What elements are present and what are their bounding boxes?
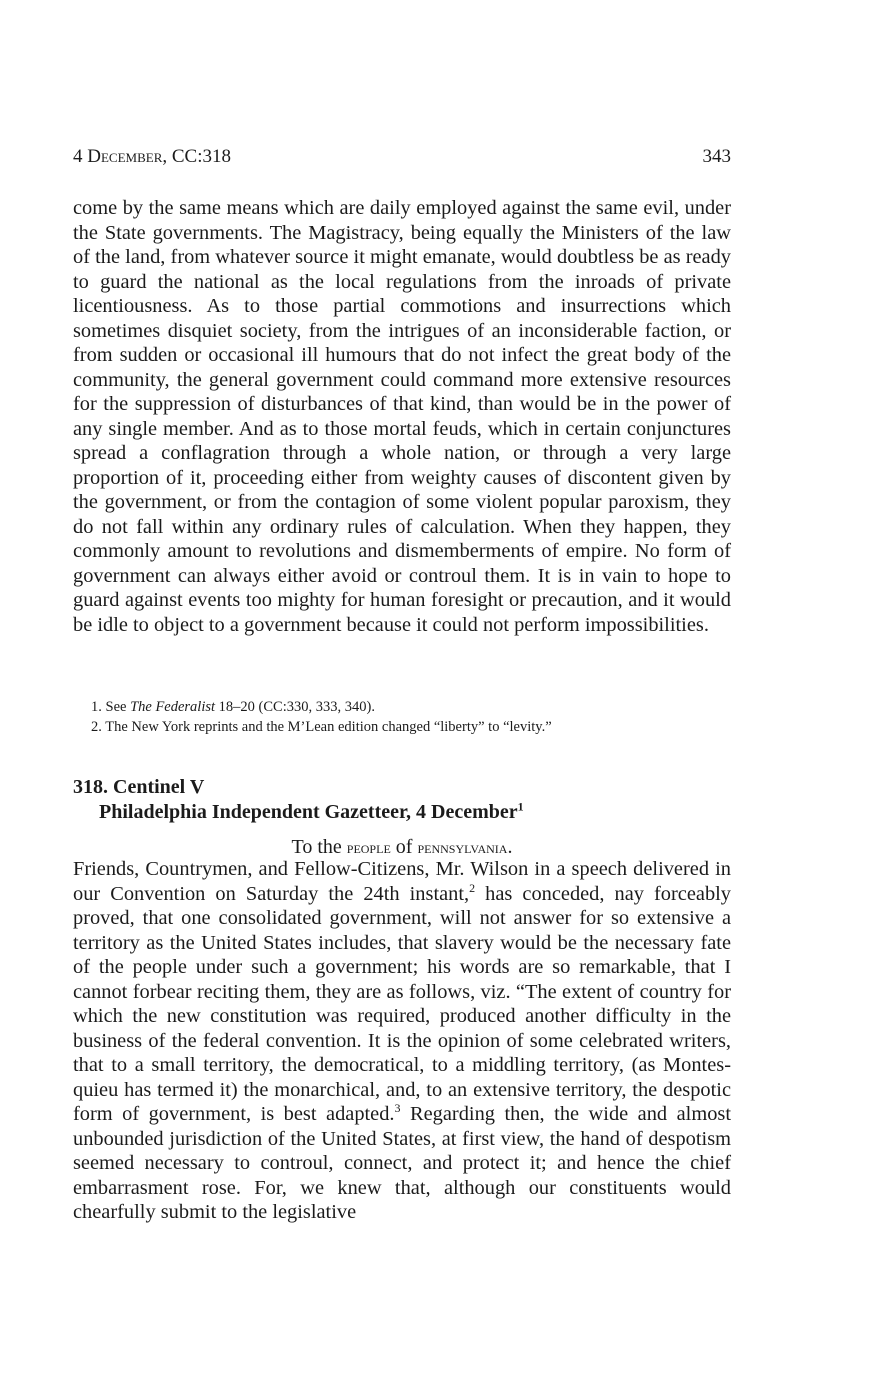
note-ref-3: 3 <box>394 1101 401 1116</box>
running-head-date: 4 <box>73 146 88 167</box>
footnotes <box>91 697 731 737</box>
document-source-text: Philadelphia Independent Gazetteer, 4 December <box>99 801 518 823</box>
running-head <box>73 146 231 168</box>
footnote-1 <box>91 697 731 717</box>
page-header <box>73 146 731 172</box>
paragraph-part-2: has conceded, nay forceably proved, that one consolidated government, will not answer for so extensive a territory as the United States includes, that slavery would be the necessary fate of the people under such a government; his words are so remarkable, that I cannot forbear reciting them, they are as follows, viz. “The extent of country for which the new constitution was required, produced another difficulty in the business of the federal convention. It is the opinion of some celebrated writers, that to a small territory, the democratical, to a middling territory, (as Montesquieu has termed it) the monarchical, and, to an extensive territory, the despotic form of government, is best adapted. <box>73 882 731 1125</box>
footnote-1-title: The Federalist <box>130 699 216 715</box>
footnote-2: 2. The New York reprints and the M’Lean edition changed “liberty” to “levity.” <box>91 719 552 735</box>
paragraph-part-3: Regarding then, the wide and almost unbounded jurisdiction of the United States, at first view, the hand of despotism seemed necessary to controul, connect, and protect it; and hence the chief embarrasment rose. For, we knew that, although our constituents would chearfully submit to the legislative <box>73 1103 731 1223</box>
paragraph-part-1: Friends, Countrymen, and Fellow-Citizens, Mr. Wilson in a speech delivered in our Convention on Saturday the 24th instant, <box>73 858 731 905</box>
footnote-1-prefix: 1. See <box>91 699 131 715</box>
address-people: people <box>346 838 391 857</box>
continued-paragraph <box>73 196 731 637</box>
document-source <box>73 800 731 825</box>
address-prefix: To the <box>291 836 347 858</box>
address-of: of <box>390 836 418 858</box>
document-source-note-ref: 1 <box>517 799 524 814</box>
document-heading <box>73 775 731 825</box>
document-body <box>73 857 731 1225</box>
footnote-1-suffix: 18–20 (CC:330, 333, 340). <box>215 699 375 715</box>
note-ref-2: 2 <box>469 880 476 895</box>
continued-paragraph-text: come by the same means which are daily employed against the same evil, under the State governments. The Magistracy, being equally the Ministers of the law of the land, from whatever source it might emanate, would doubtless be as ready to guard the national as the local regulations from the inroads of private licentiousness. As to those partial commotions and insurrections which sometimes disquiet society, from the intrigues of an inconsiderable faction, or from sudden or occasional ill humours that do not infect the great body of the community, the general government could command more extensive resources for the suppression of disturbances of that kind, than would be in the power of any single member. And as to those mortal feuds, which in certain conjunctures spread a conflagration through a whole nation, or through a very large proportion of it, proceeding either from weighty causes of discontent given by the government, or from the contagion of some violent popular paroxism, they do not fall within any ordinary rules of calculation. When they happen, they commonly amount to revolutions and dismemberments of empire. No form of government can always either avoid or controul them. It is in vain to hope to guard against events too mighty for human foresight or precaution, and it would be idle to object to a government because it could not perform impossibilities. <box>73 197 731 636</box>
document-paragraph <box>73 857 731 1225</box>
book-page <box>73 0 731 1379</box>
document-title: 318. Centinel V <box>73 776 205 798</box>
address-suffix: . <box>507 836 513 858</box>
page-number: 343 <box>702 146 731 167</box>
running-head-month: December <box>87 146 163 167</box>
address-state: pennsylvania <box>417 838 508 857</box>
running-head-doc-ref: , CC:318 <box>162 146 231 167</box>
